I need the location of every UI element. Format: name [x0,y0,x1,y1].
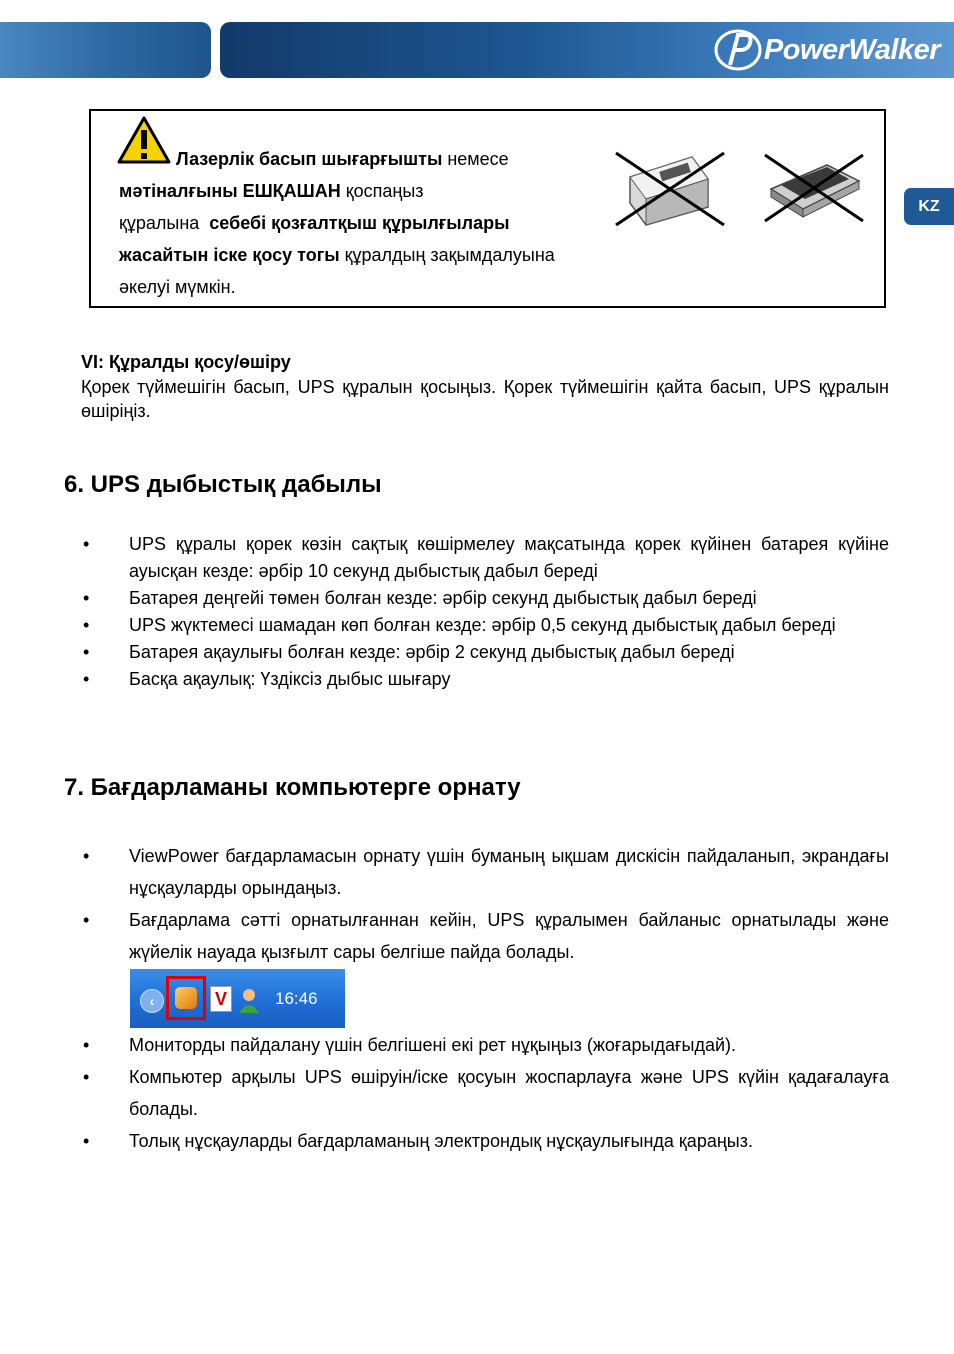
chevron-left-icon: ‹ [140,989,164,1013]
warning-bold-2: мәтіналғыны ЕШҚАШАН [119,181,341,201]
list-item: • ViewPower бағдарламасын орнату үшін буманың ықшам дискісін пайдаланып, экрандағы нұсқауларды орындаңыз. [81,840,889,904]
list-item: • Компьютер арқылы UPS өшіруін/іске қосуын жоспарлауға және UPS күйін қадағалауға болады. [81,1061,889,1125]
warning-text-3: құралына [119,213,210,233]
warning-text-4: құралдың зақымдалуына [339,245,555,265]
list-item: • Толық нұсқауларды бағдарламаның электрондық нұсқаулығында қараңыз. [81,1125,889,1157]
warning-bold-4: жасайтын іске қосу тогы [119,245,340,265]
section-7-list-after [81,1029,889,1157]
logo-text: PowerWalker [763,33,940,66]
header-left-bar [0,22,211,78]
section-vi-title: VI: Құралды қосу/өшіру [81,352,291,372]
list-item: • Бағдарлама сәтті орнатылғаннан кейін, UPS құралымен байланыс орнатылады және жүйелік науада қызғылт сары белгіше пайда болады. [81,904,889,968]
warning-text-2: қоспаңыз [340,181,424,201]
list-item: • Мониторды пайдалану үшін белгішені екі рет нұқыңыз (жоғарыдағыдай). [81,1029,889,1061]
warning-box [89,109,886,308]
language-tab: KZ [904,188,954,225]
warning-text-5: әкелуі мүмкін. [119,277,236,297]
section-vi-text: Қорек түймешігін басып, UPS құралын қосыңыз. Қорек түймешігін қайта басып, UPS құралын өшіріңіз. [81,377,889,421]
list-item: • Батарея ақаулығы болған кезде: әрбір 2 секунд дыбыстық дабыл береді [81,639,889,666]
section-6-title: 6. UPS дыбыстық дабылы [64,471,382,498]
user-icon [236,987,262,1013]
list-item: • UPS құралы қорек көзін сақтық көшірмелеу мақсатында қорек күйінен батарея күйіне ауысқан кезде: әрбір 10 секунд дыбыстық дабыл береді [81,531,889,585]
warning-bold-3: себебі қозғалтқыш құрылғылары [209,213,510,233]
warning-text-1: немесе [442,149,509,169]
warning-text [119,143,629,303]
list-item: • Басқа ақаулық: Үздіксіз дыбыс шығару [81,666,889,693]
powerwalker-logo [712,22,940,78]
section-7-title: 7. Бағдарламаны компьютерге орнату [64,774,521,801]
system-tray-screenshot [130,969,345,1028]
antivirus-icon: V [210,986,232,1012]
list-item: • UPS жүктемесі шамадан көп болған кезде: әрбір 0,5 секунд дыбыстық дабыл береді [81,612,889,639]
ups-tray-highlight [166,976,206,1020]
section-7-list-before [81,840,889,968]
crossed-out-scanner [761,151,867,225]
header-bar [220,22,954,78]
logo-mark-icon [712,27,764,73]
crossed-out-printer [612,149,730,229]
warning-bold-1: Лазерлік басып шығарғышты [176,149,443,169]
tray-clock: 16:46 [275,989,318,1008]
list-item: • Батарея деңгейі төмен болған кезде: әрбір секунд дыбыстық дабыл береді [81,585,889,612]
ups-tray-icon[interactable] [175,987,197,1009]
section-6-list [81,531,889,693]
